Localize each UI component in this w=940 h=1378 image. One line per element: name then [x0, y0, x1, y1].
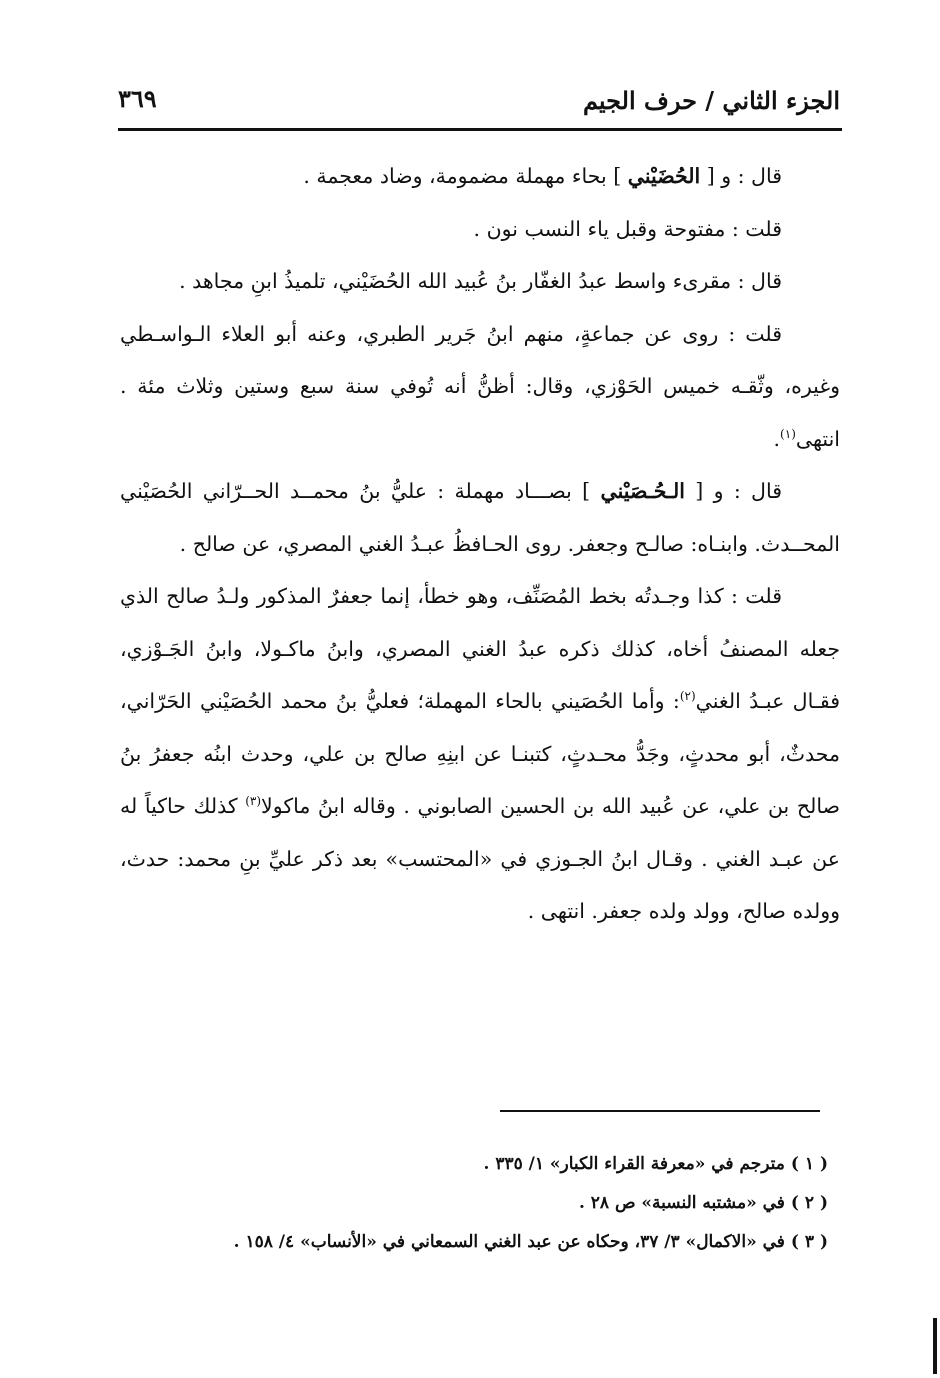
paragraph-text: قلت : روى عن جماعةٍ، منهم ابنُ جَرير الطبري، وعنه أبو العلاء الـواسـطي وغيره، وثّقـه خميس الحَوْزي، وقال: أظنُّ أنه تُوفي سنة سبع وستين وثلاث مئة . انتهى: [120, 321, 840, 451]
page-number: ٣٦٩: [118, 84, 157, 113]
paragraph-text: .: [773, 426, 781, 451]
paragraph: [120, 465, 840, 570]
footnote-reference[interactable]: (١): [780, 426, 796, 441]
paragraph-text: قال : و [: [700, 164, 782, 188]
footnote-reference[interactable]: (٢): [679, 689, 696, 704]
paragraph-text: قال : مقرىء واسط عبدُ الغفّار بنُ عُبيد الله الحُضَيْني، تلميذُ ابنِ مجاهد .: [179, 269, 782, 293]
paragraph-text: : وأما الحُصَيني بالحاء المهملة؛ فعليُّ بنُ محمد الحُصَيْني الحَرّاني، محدثٌ، أبو محدثٍ، وجَدُّ محـدثٍ، كتبنـا عن ابنِهِ صالح بن علي، وحدث ابنُه جعفرُ بنُ صالح بن علي، عن عُبيد الله بن الحسين الصابوني . وقاله ابنُ ماكولا: [120, 689, 840, 818]
footnotes: [110, 1145, 828, 1262]
paragraph: [120, 150, 840, 203]
paragraph-text: قلت : مفتوحة وقبل ياء النسب نون .: [473, 216, 782, 241]
paragraph: [120, 255, 840, 308]
paragraph: [120, 308, 840, 466]
footnote: [110, 1184, 828, 1223]
footnote-text: مترجم في «معرفة القراء الكبار» ١/ ٣٣٥ .: [483, 1154, 785, 1174]
footnote-text: في «مشتبه النسبة» ص ٢٨ .: [578, 1193, 785, 1213]
page-header: [118, 78, 840, 128]
paragraph-text: كذلك حاكياً له عن عبـد الغني . وقـال ابنُ الجـوزي في «المحتسب» بعد ذكر عليِّ بنِ محمد: حدث، وولده صالح، وولد ولده جعفر. انتهى .: [120, 794, 840, 923]
footnote-text: في «الاكمال» ٣/ ٣٧، وحكاه عن عبد الغني السمعاني في «الأنساب» ٤/ ١٥٨ .: [233, 1232, 785, 1252]
main-text: [120, 150, 840, 938]
scan-edge-mark: [933, 1318, 937, 1374]
running-title: الجزء الثاني / حرف الجيم: [582, 86, 840, 115]
footnote: [110, 1145, 828, 1184]
footnote-number: ( ٢ ): [790, 1193, 828, 1213]
paragraph-text: ] بصـــاد مهملة : عليُّ بنُ محمــد الحــرّاني الحُصَيْني المحــدث. وابنـاه: صالـح وجعفر. روى الحـافظُ عبـدُ الغني المصري، عن صالح .: [120, 479, 840, 556]
entry-term: الـحُـصَيْني: [600, 479, 685, 503]
paragraph-text: ] بحاء مهملة مضمومة، وضاد معجمة .: [303, 164, 628, 188]
entry-term: الحُضَيْني: [627, 164, 701, 188]
footnote-separator: [500, 1110, 820, 1112]
paragraph-text: قلت : كذا وجـدتُه بخط المُصَنِّف، وهو خطأ، إنما جعفرٌ المذكور ولـدُ صالح الذي جعله المصنفُ أخاه، كذلك ذكره عبدُ الغني المصري، وابنُ ماكـولا، وابنُ الجَـوْزي، فقـال عبـدُ الغني: [120, 584, 840, 713]
footnote: [110, 1223, 828, 1262]
paragraph: [120, 570, 840, 938]
footnote-reference[interactable]: (٣): [245, 794, 262, 809]
footnote-number: ( ٣ ): [790, 1232, 828, 1252]
footnote-number: ( ١ ): [790, 1154, 828, 1174]
paragraph-text: قال : و [: [684, 479, 782, 503]
header-rule: [118, 128, 842, 131]
paragraph: [120, 203, 840, 256]
